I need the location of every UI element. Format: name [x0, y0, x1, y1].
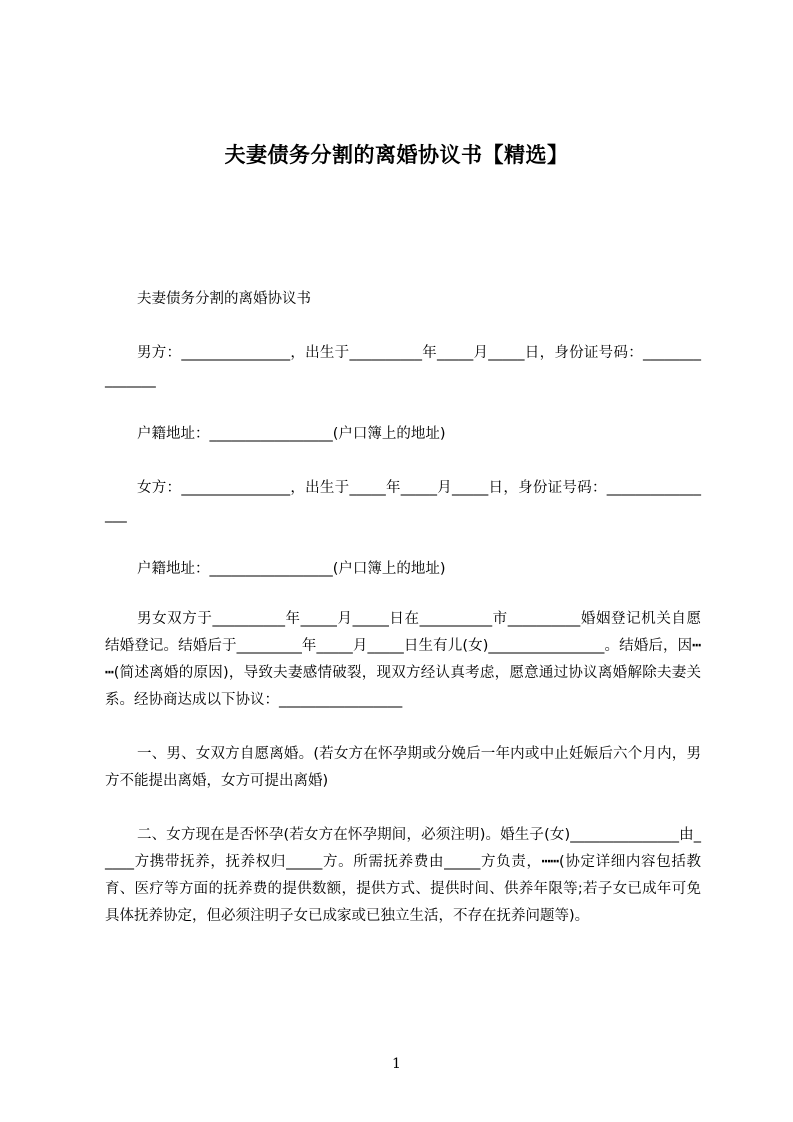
document-title: 夫妻债务分割的离婚协议书【精选】: [224, 143, 569, 167]
paragraph-female-address: 户籍地址：_________________(户口簿上的地址): [137, 561, 446, 577]
page-number: 1: [392, 1056, 401, 1072]
paragraph-male-address: 户籍地址：_________________(户口簿上的地址): [137, 426, 446, 442]
paragraph-heading: 夫妻债务分割的离婚协议书: [137, 291, 311, 307]
paragraph-clause-2: 二、女方现在是否怀孕(若女方在怀孕期间，必须注明)。婚生子(女)_______________由_____方携带抚养，抚养权归_____方。所需抚养费由_____方负责，┅┅(协定详细内容包括教育、医疗等方面的抚养费的提供数额，提供方式、提供时间、供养年限等;若子女已成年可免具体抚养协定，但必须注明子女已成家或已独立生活，不存在抚养问题等)。: [105, 827, 701, 924]
paragraph-clause-1: 一、男、女双方自愿离婚。(若女方在怀孕期或分娩后一年内或中止妊娠后六个月内，男方不能提出离婚，女方可提出离婚): [105, 746, 701, 789]
paragraph-marriage-info: 男女双方于__________年_____月_____日在__________市__________婚姻登记机关自愿结婚登记。结婚后于_________年_____月_____日生有儿(女)________________。结婚后，因┅┅(简述离婚的原因)，导致夫妻感情破裂，现双方经认真考虑，愿意通过协议离婚解除夫妻关系。经协商达成以下协议：_________________: [105, 611, 701, 708]
paragraph-male-party: 男方：_______________，出生于__________年_____月_____日，身份证号码：_______________: [105, 345, 701, 388]
paragraph-female-party: 女方：_______________，出生于_____年_____月_____日，身份证号码：________________: [105, 480, 701, 523]
